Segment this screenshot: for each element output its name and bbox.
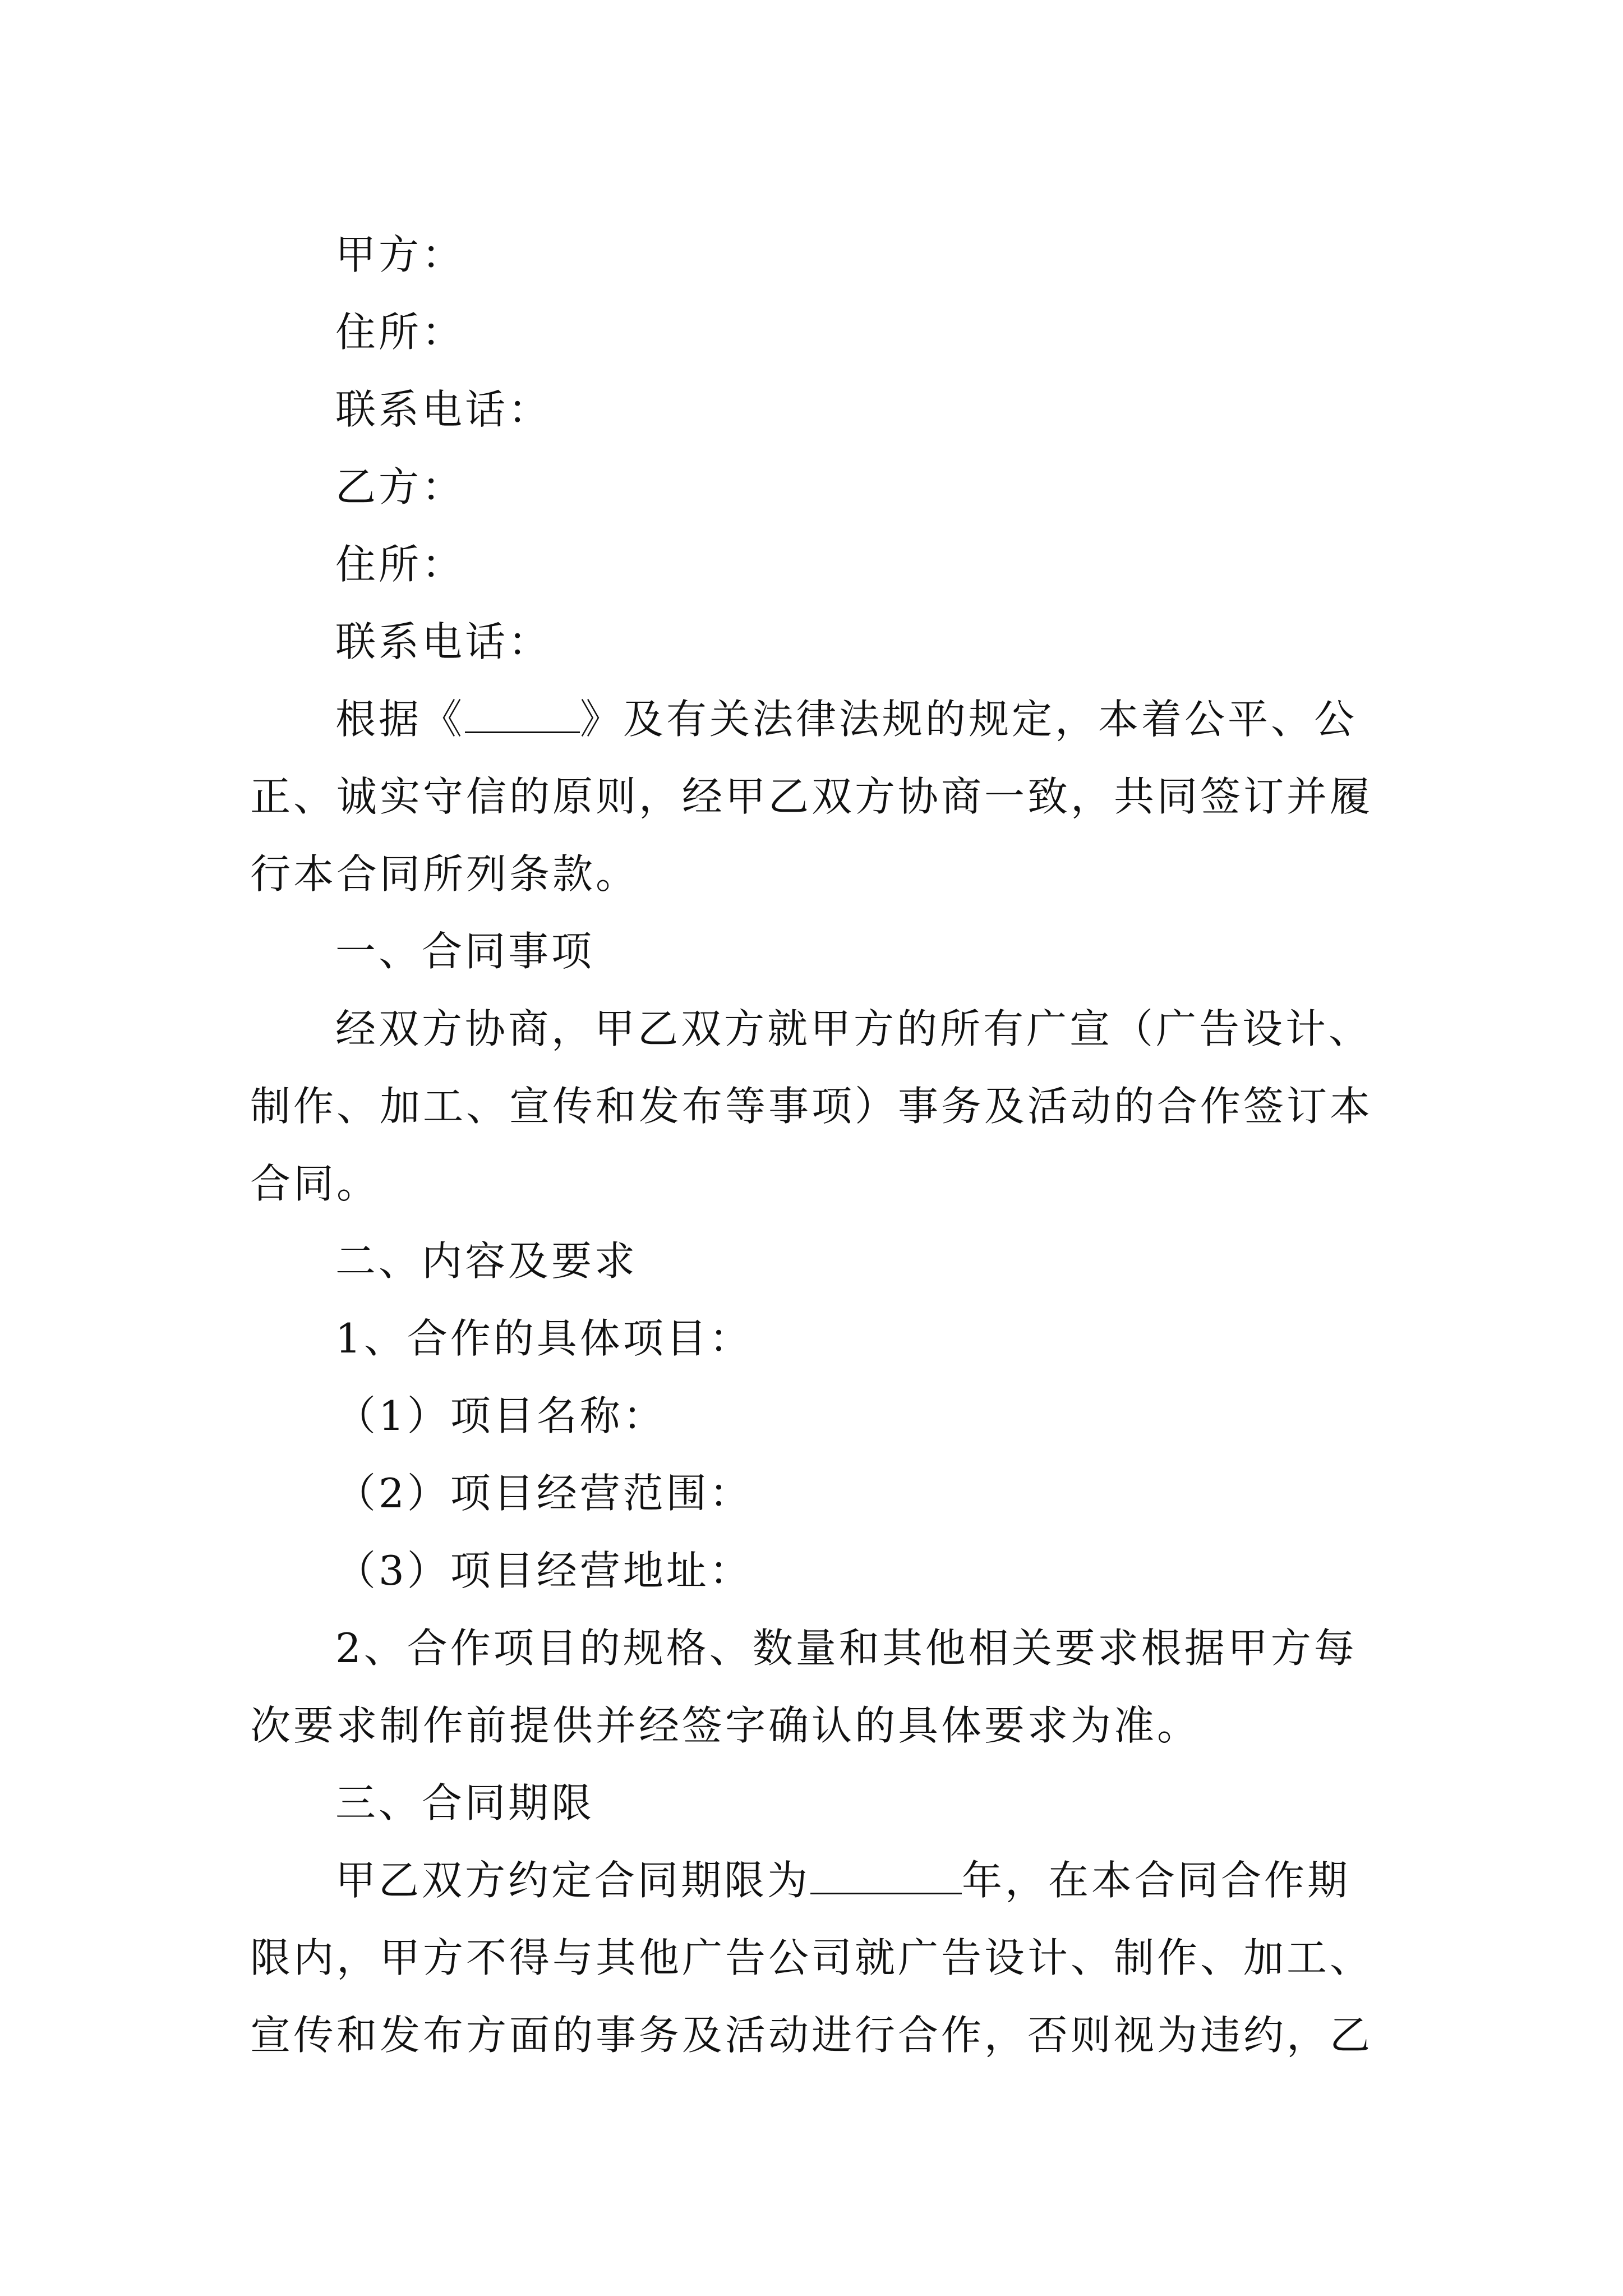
section-2-sub-2: （2）项目经营范围： [335,1470,753,1517]
section-1-title: 一、合同事项 [335,928,595,975]
party-b-address-label: 住所： [335,541,465,588]
section-3-line-2: 限内，甲方不得与其他广告公司就广告设计、制作、加工、 [250,1934,1373,1981]
preamble-line-1-end: 》及有关法律法规的规定，本着公平、公 [580,696,1358,743]
section-2-item-2-line-2: 次要求制作前提供并经签字确认的具体要求为准。 [250,1702,1201,1749]
party-a-phone-label: 联系电话： [335,386,552,433]
preamble-line-1 [250,680,1377,758]
party-b-label: 乙方： [335,463,465,510]
section-2-title: 二、内容及要求 [335,1237,638,1285]
preamble-line-3: 行本合同所列条款。 [250,850,639,898]
section-2-sub-3: （3）项目经营地址： [335,1547,753,1594]
section-3-line-1-end: 年，在本合同合作期 [962,1857,1351,1904]
section-3-line-1-start: 甲乙双方约定合同期限为 [335,1857,811,1904]
section-2-item-2-line-1: 2、合作项目的规格、数量和其他相关要求根据甲方每 [335,1625,1357,1672]
section-2-sub-1: （1）项目名称： [335,1392,666,1439]
section-1-line-1: 经双方协商，甲乙双方就甲方的所有广宣（广告设计、 [335,1005,1372,1052]
preamble-line-2: 正、诚实守信的原则，经甲乙双方协商一致，共同签订并履 [250,773,1373,820]
section-3-line-1 [250,1842,1377,1919]
section-1-line-3: 合同。 [250,1160,380,1207]
section-2-item-1: 1、合作的具体项目： [335,1315,753,1362]
document-body [250,216,1377,2074]
section-1-line-2: 制作、加工、宣传和发布等事项）事务及活动的合作签订本 [250,1083,1373,1130]
party-b-phone-label: 联系电话： [335,618,552,665]
preamble-line-1-start: 根据《 [335,696,465,743]
section-3-line-3: 宣传和发布方面的事务及活动进行合作，否则视为违约，乙 [250,2012,1373,2059]
party-a-label: 甲方： [335,231,465,278]
law-name-blank [465,697,580,733]
term-years-blank [810,1858,962,1894]
party-a-address-label: 住所： [335,309,465,356]
section-3-title: 三、合同期限 [335,1779,595,1826]
